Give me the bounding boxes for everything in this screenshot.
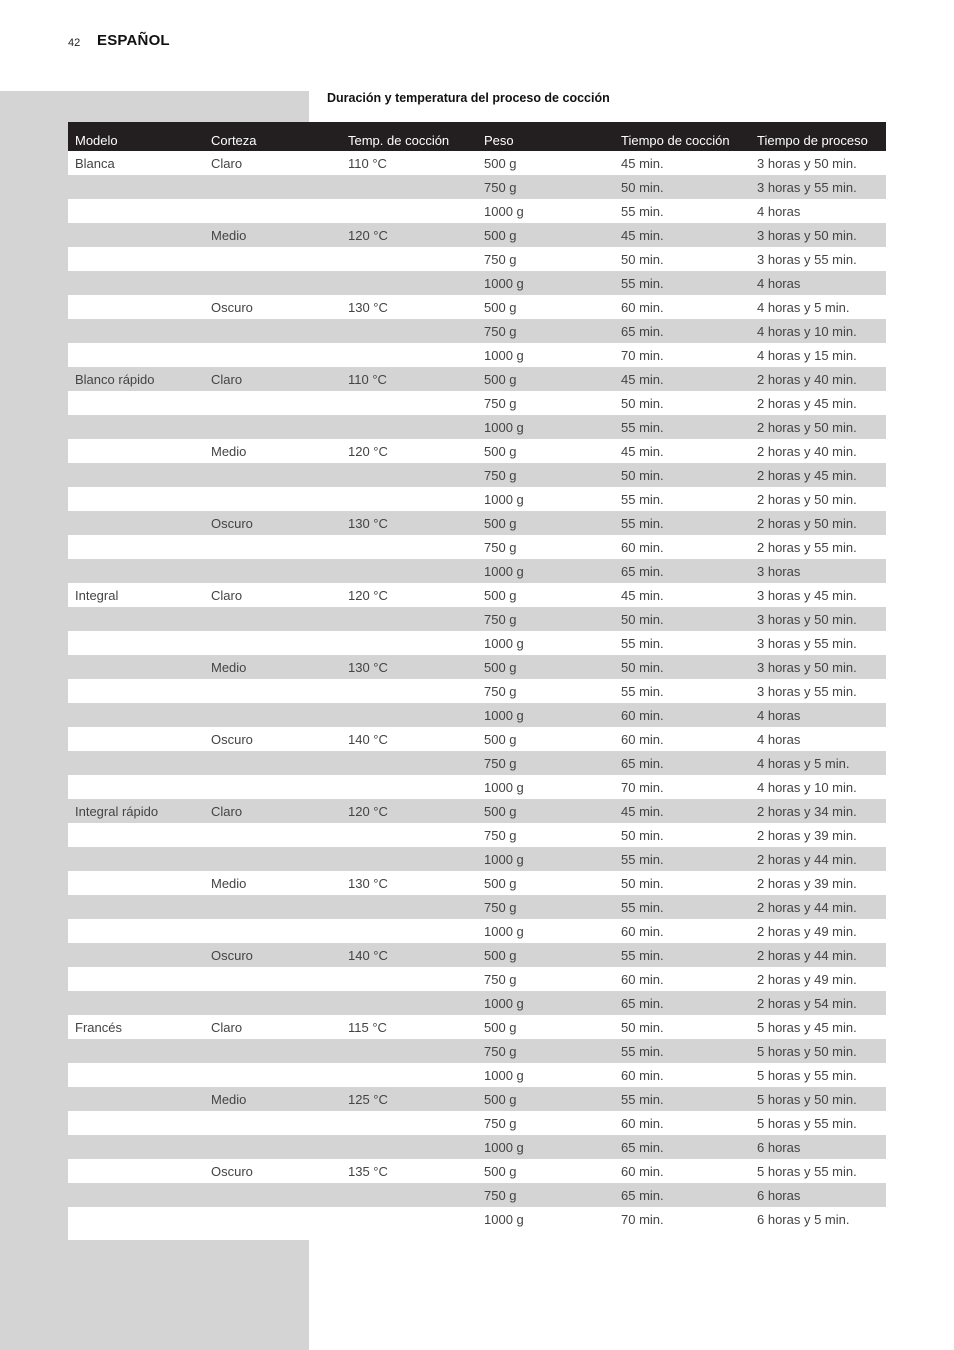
cell-tiempo-coccion: 65 min. xyxy=(621,1139,664,1155)
cell-tiempo-proceso: 3 horas y 55 min. xyxy=(757,635,857,651)
cell-tiempo-proceso: 3 horas y 50 min. xyxy=(757,659,857,675)
cell-peso: 500 g xyxy=(484,587,517,603)
table-row xyxy=(68,1207,886,1231)
cell-tiempo-proceso: 3 horas y 55 min. xyxy=(757,683,857,699)
cell-temperatura: 130 °C xyxy=(348,299,388,315)
cell-peso: 1000 g xyxy=(484,203,524,219)
table-title: Duración y temperatura del proceso de cocción xyxy=(327,91,610,105)
column-header-tiempo-proceso: Tiempo de proceso xyxy=(757,133,868,148)
cell-peso: 750 g xyxy=(484,251,517,267)
table-row xyxy=(68,1183,886,1207)
column-header-peso: Peso xyxy=(484,133,514,148)
cell-corteza: Medio xyxy=(211,1091,247,1107)
cell-tiempo-coccion: 60 min. xyxy=(621,1163,664,1179)
cell-tiempo-proceso: 3 horas y 50 min. xyxy=(757,611,857,627)
cell-tiempo-proceso: 2 horas y 50 min. xyxy=(757,491,857,507)
cell-tiempo-proceso: 5 horas y 50 min. xyxy=(757,1043,857,1059)
table-row xyxy=(68,1063,886,1087)
cell-tiempo-proceso: 2 horas y 45 min. xyxy=(757,395,857,411)
page-number: 42 xyxy=(68,37,81,49)
cell-tiempo-proceso: 2 horas y 49 min. xyxy=(757,971,857,987)
cell-tiempo-proceso: 2 horas y 40 min. xyxy=(757,443,857,459)
cell-corteza: Oscuro xyxy=(211,515,253,531)
cell-tiempo-proceso: 2 horas y 54 min. xyxy=(757,995,857,1011)
cell-tiempo-coccion: 70 min. xyxy=(621,1211,664,1227)
table-row xyxy=(68,439,886,463)
cell-tiempo-proceso: 6 horas xyxy=(757,1187,801,1203)
cell-corteza: Oscuro xyxy=(211,731,253,747)
cell-tiempo-coccion: 50 min. xyxy=(621,251,664,267)
table-row xyxy=(68,343,886,367)
cell-tiempo-proceso: 2 horas y 55 min. xyxy=(757,539,857,555)
cell-peso: 750 g xyxy=(484,971,517,987)
cell-tiempo-proceso: 4 horas xyxy=(757,203,801,219)
cell-peso: 500 g xyxy=(484,443,517,459)
table-row xyxy=(68,463,886,487)
cell-corteza: Claro xyxy=(211,1019,243,1035)
table-row xyxy=(68,631,886,655)
table-header-row xyxy=(68,122,886,151)
cell-peso: 1000 g xyxy=(484,419,524,435)
column-header-modelo: Modelo xyxy=(75,133,118,148)
cell-temperatura: 125 °C xyxy=(348,1091,388,1107)
cell-peso: 500 g xyxy=(484,731,517,747)
cell-peso: 1000 g xyxy=(484,1211,524,1227)
cell-peso: 500 g xyxy=(484,803,517,819)
cell-tiempo-coccion: 55 min. xyxy=(621,275,664,291)
table-row xyxy=(68,1039,886,1063)
cell-tiempo-coccion: 70 min. xyxy=(621,347,664,363)
cell-tiempo-proceso: 2 horas y 45 min. xyxy=(757,467,857,483)
table-row xyxy=(68,799,886,823)
cell-tiempo-coccion: 45 min. xyxy=(621,803,664,819)
cell-tiempo-coccion: 55 min. xyxy=(621,491,664,507)
table-row xyxy=(68,919,886,943)
cell-tiempo-coccion: 55 min. xyxy=(621,851,664,867)
cell-temperatura: 135 °C xyxy=(348,1163,388,1179)
table-row xyxy=(68,895,886,919)
cell-tiempo-coccion: 70 min. xyxy=(621,779,664,795)
cell-tiempo-proceso: 5 horas y 45 min. xyxy=(757,1019,857,1035)
cell-tiempo-coccion: 50 min. xyxy=(621,1019,664,1035)
table-row xyxy=(68,583,886,607)
cell-peso: 750 g xyxy=(484,323,517,339)
cell-tiempo-proceso: 6 horas xyxy=(757,1139,801,1155)
cell-peso: 1000 g xyxy=(484,851,524,867)
cell-temperatura: 120 °C xyxy=(348,803,388,819)
cell-tiempo-proceso: 5 horas y 50 min. xyxy=(757,1091,857,1107)
table-row xyxy=(68,391,886,415)
cell-tiempo-proceso: 3 horas y 45 min. xyxy=(757,587,857,603)
cell-peso: 750 g xyxy=(484,755,517,771)
cell-temperatura: 120 °C xyxy=(348,587,388,603)
cell-tiempo-proceso: 4 horas y 15 min. xyxy=(757,347,857,363)
cell-tiempo-coccion: 50 min. xyxy=(621,659,664,675)
cell-tiempo-proceso: 4 horas xyxy=(757,731,801,747)
column-header-temperatura: Temp. de cocción xyxy=(348,133,450,148)
cell-temperatura: 130 °C xyxy=(348,875,388,891)
table-row xyxy=(68,223,886,247)
table-row xyxy=(68,175,886,199)
table-row xyxy=(68,655,886,679)
cell-tiempo-coccion: 55 min. xyxy=(621,947,664,963)
cell-peso: 500 g xyxy=(484,1091,517,1107)
cell-tiempo-coccion: 60 min. xyxy=(621,707,664,723)
cell-tiempo-coccion: 55 min. xyxy=(621,1043,664,1059)
cell-peso: 1000 g xyxy=(484,707,524,723)
cell-corteza: Claro xyxy=(211,371,243,387)
cell-peso: 1000 g xyxy=(484,1067,524,1083)
cell-tiempo-proceso: 2 horas y 34 min. xyxy=(757,803,857,819)
cell-peso: 750 g xyxy=(484,539,517,555)
cell-tiempo-proceso: 2 horas y 39 min. xyxy=(757,875,857,891)
cell-corteza: Medio xyxy=(211,875,247,891)
cell-tiempo-coccion: 45 min. xyxy=(621,227,664,243)
table-row xyxy=(68,775,886,799)
table-row xyxy=(68,823,886,847)
table-row xyxy=(68,679,886,703)
cell-tiempo-coccion: 45 min. xyxy=(621,443,664,459)
cell-corteza: Oscuro xyxy=(211,299,253,315)
cell-tiempo-proceso: 4 horas y 10 min. xyxy=(757,323,857,339)
cell-tiempo-coccion: 55 min. xyxy=(621,419,664,435)
cell-peso: 750 g xyxy=(484,683,517,699)
cell-tiempo-coccion: 45 min. xyxy=(621,371,664,387)
cell-tiempo-proceso: 2 horas y 50 min. xyxy=(757,515,857,531)
cell-corteza: Medio xyxy=(211,443,247,459)
table-row xyxy=(68,607,886,631)
cell-modelo: Integral rápido xyxy=(75,803,159,819)
cell-peso: 750 g xyxy=(484,1187,517,1203)
cell-tiempo-coccion: 60 min. xyxy=(621,1067,664,1083)
cell-tiempo-coccion: 55 min. xyxy=(621,683,664,699)
section-language-title: ESPAÑOL xyxy=(97,32,170,49)
cell-temperatura: 140 °C xyxy=(348,731,388,747)
cell-tiempo-proceso: 4 horas xyxy=(757,275,801,291)
cell-tiempo-coccion: 65 min. xyxy=(621,755,664,771)
table-row xyxy=(68,1159,886,1183)
cell-tiempo-proceso: 2 horas y 44 min. xyxy=(757,851,857,867)
cell-peso: 750 g xyxy=(484,899,517,915)
cell-tiempo-proceso: 4 horas y 5 min. xyxy=(757,755,850,771)
cell-tiempo-coccion: 60 min. xyxy=(621,299,664,315)
cell-tiempo-coccion: 65 min. xyxy=(621,995,664,1011)
table-row xyxy=(68,943,886,967)
cell-tiempo-proceso: 2 horas y 44 min. xyxy=(757,947,857,963)
cell-peso: 1000 g xyxy=(484,779,524,795)
cell-peso: 1000 g xyxy=(484,635,524,651)
cell-peso: 1000 g xyxy=(484,995,524,1011)
cell-peso: 1000 g xyxy=(484,491,524,507)
cell-tiempo-proceso: 4 horas y 10 min. xyxy=(757,779,857,795)
cell-temperatura: 140 °C xyxy=(348,947,388,963)
cell-tiempo-coccion: 50 min. xyxy=(621,611,664,627)
cell-temperatura: 110 °C xyxy=(348,371,387,387)
table-row xyxy=(68,1135,886,1159)
cell-corteza: Claro xyxy=(211,803,243,819)
cell-tiempo-coccion: 60 min. xyxy=(621,731,664,747)
cell-temperatura: 110 °C xyxy=(348,155,387,171)
cell-peso: 750 g xyxy=(484,179,517,195)
cell-tiempo-coccion: 50 min. xyxy=(621,395,664,411)
column-header-corteza: Corteza xyxy=(211,133,257,148)
cell-modelo: Francés xyxy=(75,1019,122,1035)
cell-tiempo-coccion: 55 min. xyxy=(621,203,664,219)
cell-corteza: Oscuro xyxy=(211,947,253,963)
cell-modelo: Blanca xyxy=(75,155,115,171)
table-row xyxy=(68,487,886,511)
table-row xyxy=(68,367,886,391)
cell-tiempo-proceso: 6 horas y 5 min. xyxy=(757,1211,850,1227)
cell-peso: 500 g xyxy=(484,1163,517,1179)
cell-tiempo-proceso: 2 horas y 39 min. xyxy=(757,827,857,843)
table-row xyxy=(68,1015,886,1039)
cell-peso: 1000 g xyxy=(484,1139,524,1155)
cell-peso: 500 g xyxy=(484,299,517,315)
cell-tiempo-coccion: 50 min. xyxy=(621,467,664,483)
cell-tiempo-proceso: 5 horas y 55 min. xyxy=(757,1067,857,1083)
baking-times-table xyxy=(68,122,886,1240)
cell-tiempo-coccion: 55 min. xyxy=(621,515,664,531)
column-header-tiempo-coccion: Tiempo de cocción xyxy=(621,133,730,148)
table-row xyxy=(68,727,886,751)
cell-corteza: Medio xyxy=(211,659,247,675)
cell-tiempo-coccion: 60 min. xyxy=(621,1115,664,1131)
cell-temperatura: 120 °C xyxy=(348,227,388,243)
table-row xyxy=(68,871,886,895)
table-row xyxy=(68,415,886,439)
cell-tiempo-coccion: 50 min. xyxy=(621,179,664,195)
cell-tiempo-proceso: 5 horas y 55 min. xyxy=(757,1163,857,1179)
cell-corteza: Claro xyxy=(211,587,243,603)
cell-temperatura: 120 °C xyxy=(348,443,388,459)
cell-tiempo-proceso: 3 horas y 55 min. xyxy=(757,251,857,267)
cell-tiempo-coccion: 45 min. xyxy=(621,155,664,171)
table-row xyxy=(68,751,886,775)
table-row xyxy=(68,271,886,295)
cell-tiempo-coccion: 55 min. xyxy=(621,1091,664,1107)
cell-tiempo-proceso: 2 horas y 44 min. xyxy=(757,899,857,915)
cell-peso: 750 g xyxy=(484,395,517,411)
cell-tiempo-coccion: 60 min. xyxy=(621,539,664,555)
cell-peso: 500 g xyxy=(484,155,517,171)
cell-tiempo-coccion: 50 min. xyxy=(621,875,664,891)
cell-tiempo-proceso: 4 horas y 5 min. xyxy=(757,299,850,315)
cell-modelo: Blanco rápido xyxy=(75,371,155,387)
table-row xyxy=(68,151,886,175)
cell-tiempo-proceso: 2 horas y 50 min. xyxy=(757,419,857,435)
table-bottom-padding xyxy=(68,1231,886,1240)
table-row xyxy=(68,703,886,727)
table-row xyxy=(68,295,886,319)
table-row xyxy=(68,199,886,223)
cell-temperatura: 130 °C xyxy=(348,659,388,675)
cell-peso: 500 g xyxy=(484,1019,517,1035)
cell-tiempo-coccion: 55 min. xyxy=(621,635,664,651)
table-row xyxy=(68,559,886,583)
cell-peso: 750 g xyxy=(484,827,517,843)
cell-tiempo-coccion: 55 min. xyxy=(621,899,664,915)
table-row xyxy=(68,1111,886,1135)
cell-peso: 750 g xyxy=(484,467,517,483)
cell-peso: 1000 g xyxy=(484,923,524,939)
cell-tiempo-proceso: 5 horas y 55 min. xyxy=(757,1115,857,1131)
cell-tiempo-proceso: 3 horas y 55 min. xyxy=(757,179,857,195)
cell-tiempo-coccion: 65 min. xyxy=(621,563,664,579)
cell-peso: 1000 g xyxy=(484,275,524,291)
cell-peso: 500 g xyxy=(484,947,517,963)
cell-tiempo-proceso: 2 horas y 40 min. xyxy=(757,371,857,387)
table-row xyxy=(68,991,886,1015)
cell-tiempo-coccion: 60 min. xyxy=(621,923,664,939)
table-row xyxy=(68,247,886,271)
cell-peso: 500 g xyxy=(484,659,517,675)
cell-peso: 750 g xyxy=(484,611,517,627)
cell-tiempo-coccion: 65 min. xyxy=(621,323,664,339)
cell-peso: 750 g xyxy=(484,1115,517,1131)
cell-peso: 500 g xyxy=(484,371,517,387)
cell-corteza: Claro xyxy=(211,155,243,171)
table-row xyxy=(68,511,886,535)
cell-temperatura: 115 °C xyxy=(348,1019,387,1035)
table-row xyxy=(68,535,886,559)
table-row xyxy=(68,319,886,343)
cell-tiempo-coccion: 45 min. xyxy=(621,587,664,603)
cell-peso: 750 g xyxy=(484,1043,517,1059)
cell-tiempo-coccion: 60 min. xyxy=(621,971,664,987)
cell-modelo: Integral xyxy=(75,587,119,603)
table-row xyxy=(68,1087,886,1111)
cell-tiempo-proceso: 4 horas xyxy=(757,707,801,723)
cell-tiempo-proceso: 2 horas y 49 min. xyxy=(757,923,857,939)
cell-peso: 500 g xyxy=(484,515,517,531)
table-row xyxy=(68,847,886,871)
cell-peso: 500 g xyxy=(484,227,517,243)
cell-peso: 500 g xyxy=(484,875,517,891)
cell-peso: 1000 g xyxy=(484,563,524,579)
table-body xyxy=(68,151,886,1231)
cell-tiempo-proceso: 3 horas xyxy=(757,563,801,579)
cell-tiempo-proceso: 3 horas y 50 min. xyxy=(757,227,857,243)
cell-temperatura: 130 °C xyxy=(348,515,388,531)
cell-tiempo-coccion: 65 min. xyxy=(621,1187,664,1203)
cell-corteza: Oscuro xyxy=(211,1163,253,1179)
cell-tiempo-proceso: 3 horas y 50 min. xyxy=(757,155,857,171)
cell-corteza: Medio xyxy=(211,227,247,243)
cell-tiempo-coccion: 50 min. xyxy=(621,827,664,843)
table-row xyxy=(68,967,886,991)
cell-peso: 1000 g xyxy=(484,347,524,363)
